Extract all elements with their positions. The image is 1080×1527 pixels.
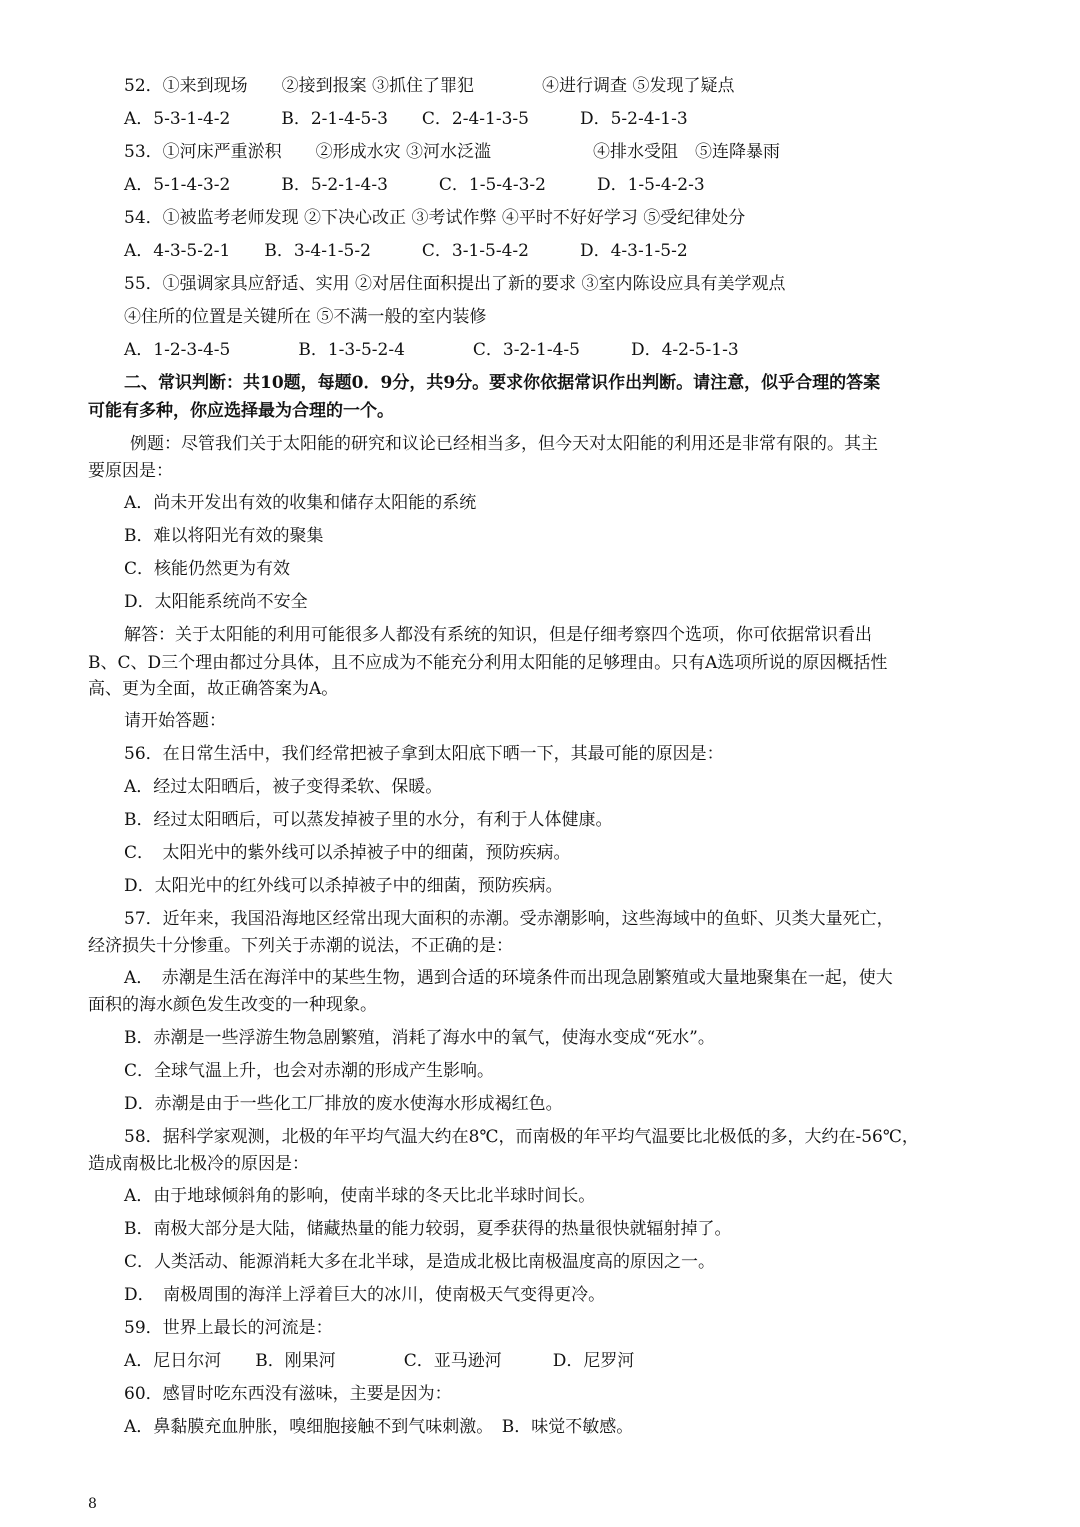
start-prompt: 请开始答题： bbox=[124, 711, 226, 731]
q55-stem-line1: 55．①强调家具应舒适、实用 ②对居住面积提出了新的要求 ③室内陈设应具有美学观点 bbox=[124, 274, 786, 294]
q58-option-d: D． 南极周围的海洋上浮着巨大的冰川，使南极天气变得更冷。 bbox=[124, 1285, 606, 1305]
q58-stem-line2: 造成南极比北极冷的原因是： bbox=[88, 1154, 309, 1174]
q54-stem: 54．①被监考老师发现 ②下决心改正 ③考试作弊 ④平时不好好学习 ⑤受纪律处分 bbox=[124, 208, 746, 228]
q58-stem-line1: 58．据科学家观测，北极的年平均气温大约在8℃，而南极的年平均气温要比北极低的多，大约在-56℃， bbox=[124, 1127, 919, 1147]
q59-stem: 59．世界上最长的河流是： bbox=[124, 1318, 333, 1338]
example-stem-line1: 例题：尽管我们关于太阳能的研究和议论已经相当多，但今天对太阳能的利用还是非常有限的。其主 bbox=[130, 434, 878, 454]
q55-options: A．1-2-3-4-5 B．1-3-5-2-4 C．3-2-1-4-5 D．4-2-5-1-3 bbox=[124, 340, 739, 360]
q58-option-a: A．由于地球倾斜角的影响，使南半球的冬天比北半球时间长。 bbox=[124, 1186, 596, 1206]
q57-stem-line2: 经济损失十分惨重。下列关于赤潮的说法，不正确的是： bbox=[88, 936, 513, 956]
q57-option-a-line1: A． 赤潮是生活在海洋中的某些生物，遇到合适的环境条件而出现急剧繁殖或大量地聚集在一起，使大 bbox=[124, 968, 893, 988]
q53-stem: 53．①河床严重淤积 ②形成水灾 ③河水泛滥 ④排水受阻 ⑤连降暴雨 bbox=[124, 142, 781, 162]
q57-option-d: D．赤潮是由于一些化工厂排放的废水使海水形成褐红色。 bbox=[124, 1094, 563, 1114]
answer-line3: 高、更为全面，故正确答案为A。 bbox=[88, 679, 339, 699]
example-option-d: D．太阳能系统尚不安全 bbox=[124, 592, 308, 612]
q57-stem-line1: 57．近年来，我国沿海地区经常出现大面积的赤潮。受赤潮影响，这些海域中的鱼虾、贝类大量死亡， bbox=[124, 909, 894, 929]
q54-options: A．4-3-5-2-1 B．3-4-1-5-2 C．3-1-5-4-2 D．4-3-1-5-2 bbox=[124, 241, 688, 261]
example-option-a: A．尚未开发出有效的收集和储存太阳能的系统 bbox=[124, 493, 477, 513]
q56-option-c: C． 太阳光中的紫外线可以杀掉被子中的细菌，预防疾病。 bbox=[124, 843, 571, 863]
q55-stem-line2: ④住所的位置是关键所在 ⑤不满一般的室内装修 bbox=[124, 307, 487, 327]
q57-option-a-line2: 面积的海水颜色发生改变的一种现象。 bbox=[88, 995, 377, 1015]
example-option-b: B．难以将阳光有效的聚集 bbox=[124, 526, 324, 546]
q60-stem: 60．感冒时吃东西没有滋味，主要是因为： bbox=[124, 1384, 452, 1404]
q58-option-c: C．人类活动、能源消耗大多在北半球，是造成北极比南极温度高的原因之一。 bbox=[124, 1252, 716, 1272]
answer-line1: 解答：关于太阳能的利用可能很多人都没有系统的知识，但是仔细考察四个选项，你可依据常识看出 bbox=[124, 625, 872, 645]
q56-option-b: B．经过太阳晒后，可以蒸发掉被子里的水分，有利于人体健康。 bbox=[124, 810, 613, 830]
q58-option-b: B．南极大部分是大陆，储藏热量的能力较弱，夏季获得的热量很快就辐射掉了。 bbox=[124, 1219, 732, 1239]
q53-options: A．5-1-4-3-2 B．5-2-1-4-3 C．1-5-4-3-2 D．1-5-4-2-3 bbox=[124, 175, 705, 195]
example-option-c: C．核能仍然更为有效 bbox=[124, 559, 291, 579]
q52-options: A．5-3-1-4-2 B．2-1-4-5-3 C．2-4-1-3-5 D．5-2-4-1-3 bbox=[124, 109, 688, 129]
example-stem-line2: 要原因是： bbox=[88, 461, 173, 481]
section-heading-line1: 二、常识判断：共10题，每题0．9分，共9分。要求你依据常识作出判断。请注意，似乎合理的答案 bbox=[124, 373, 881, 393]
q52-stem: 52．①来到现场 ②接到报案 ③抓住了罪犯 ④进行调查 ⑤发现了疑点 bbox=[124, 76, 735, 96]
q56-option-d: D．太阳光中的红外线可以杀掉被子中的细菌，预防疾病。 bbox=[124, 876, 563, 896]
page-number: 8 bbox=[88, 1496, 97, 1512]
q57-option-c: C．全球气温上升，也会对赤潮的形成产生影响。 bbox=[124, 1061, 495, 1081]
answer-line2: B、C、D三个理由都过分具体，且不应成为不能充分利用太阳能的足够理由。只有A选项所说的原因概括性 bbox=[88, 653, 888, 673]
q57-option-b: B．赤潮是一些浮游生物急剧繁殖，消耗了海水中的氧气，使海水变成“死水”。 bbox=[124, 1028, 715, 1048]
q60-options: A．鼻黏膜充血肿胀，嗅细胞接触不到气味刺激。 B．味觉不敏感。 bbox=[124, 1417, 634, 1437]
q56-stem: 56．在日常生活中，我们经常把被子拿到太阳底下晒一下，其最可能的原因是： bbox=[124, 744, 724, 764]
q56-option-a: A．经过太阳晒后，被子变得柔软、保暖。 bbox=[124, 777, 443, 797]
q59-options: A．尼日尔河 B．刚果河 C．亚马逊河 D．尼罗河 bbox=[124, 1351, 635, 1371]
section-heading-line2: 可能有多种，你应选择最为合理的一个。 bbox=[88, 401, 394, 421]
